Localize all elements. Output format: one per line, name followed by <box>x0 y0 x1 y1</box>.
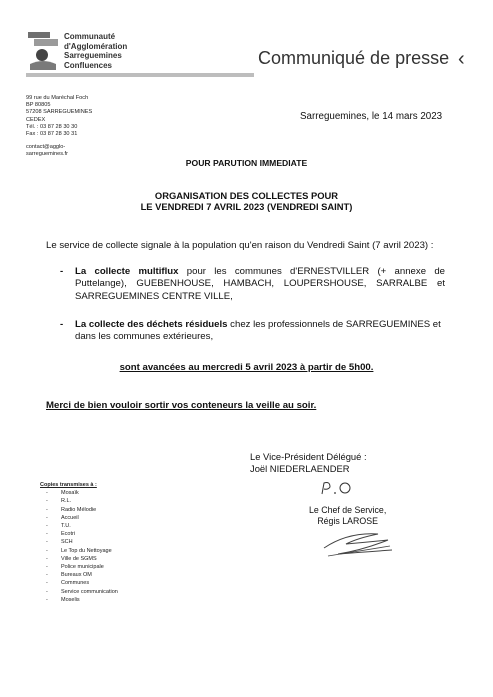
address-bp: BP 80805 <box>26 102 51 109</box>
address-tel: Tél. : 03 87 28 30 30 <box>26 123 78 130</box>
copies-title: Copies transmises à : <box>40 482 97 488</box>
list-item: - SCH <box>46 539 73 546</box>
chief-block <box>309 505 386 527</box>
chevron-left-icon: ‹ <box>458 48 465 70</box>
item-1-bold: La collecte multiflux <box>75 266 179 277</box>
item-1-text: pour les communes d'ERNESTVILLER (+ annexe de Puttelange), GUEBENHOUSE, HAMBACH, LOUPERSHOUSE, SARRALBE et SARREGUEMINES CENTRE VILLE, <box>75 266 445 302</box>
address-email-1: contact@agglo- <box>26 144 66 151</box>
page-title: Communiqué de presse <box>258 48 450 68</box>
headline-line-2: LE VENDREDI 7 AVRIL 2023 (VENDREDI SAINT) <box>140 201 353 212</box>
release-tag: POUR PARUTION IMMEDIATE <box>185 158 308 168</box>
list-item: - Le Top du Nettoyage <box>46 547 112 554</box>
list-item: - Radio Mélodie <box>46 506 97 513</box>
logo-line-3: Sarreguemines <box>64 51 122 60</box>
list-item: - Ecotri <box>46 531 76 538</box>
item-2 <box>75 319 445 344</box>
item-1 <box>75 266 445 303</box>
list-item: - Service communication <box>46 588 118 595</box>
list-item: - R.L. <box>46 498 72 505</box>
address-cedex: CEDEX <box>26 116 46 123</box>
address-street: 99 rue du Maréchal Foch <box>26 95 89 101</box>
address-fax: Fax : 03 87 28 30 31 <box>26 131 78 138</box>
header-bar <box>26 73 254 77</box>
intro-paragraph: Le service de collecte signale à la population qu'en raison du Vendredi Saint (7 avril 2023) : <box>46 240 434 251</box>
logo-line-1: Communauté <box>64 32 116 41</box>
logo-wordmark <box>64 32 127 70</box>
address-email-2: sarreguemines.fr <box>26 151 68 158</box>
item-2-bold: La collecte des déchets résiduels <box>75 319 228 330</box>
list-item: - Communes <box>46 580 90 587</box>
handwritten-initials <box>318 478 358 498</box>
headline-line-1: ORGANISATION DES COLLECTES POUR <box>154 190 339 201</box>
list-item: - Bureaux OM <box>46 572 92 579</box>
chief-name: Régis LAROSE <box>317 516 378 526</box>
logo-mark <box>26 30 60 72</box>
moved-date: sont avancées au mercredi 5 avril 2023 à partir de 5h00. <box>119 362 374 373</box>
signer-block <box>250 451 367 475</box>
bullet-2: - <box>60 319 64 330</box>
bullet-1: - <box>60 266 64 277</box>
logo-line-4: Confluences <box>64 60 113 70</box>
signature-image <box>318 528 398 560</box>
address-block <box>26 95 92 159</box>
chief-role: Le Chef de Service, <box>309 505 387 515</box>
headline <box>0 190 493 212</box>
thanks-line: Merci de bien vouloir sortir vos conteneurs la veille au soir. <box>46 400 317 411</box>
signer-role: Le Vice-Président Délégué : <box>250 451 367 462</box>
address-city: 57208 SARREGUEMINES <box>26 109 93 116</box>
list-item: - Ville de SGMS <box>46 555 97 562</box>
list-item: - Moselis <box>46 596 80 603</box>
list-item: - Accueil <box>46 514 79 521</box>
dateline: Sarreguemines, le 14 mars 2023 <box>300 111 443 122</box>
logo-line-2: d'Agglomération <box>64 41 128 51</box>
list-item: - Police municipale <box>46 564 104 571</box>
item-2-text: chez les professionnels de SARREGUEMINES et dans les communes extérieures, <box>75 319 441 343</box>
copies-list <box>40 481 118 604</box>
list-item: - Mosaïk <box>46 490 79 497</box>
list-item: - T.U. <box>46 523 71 530</box>
signer-name: Joël NIEDERLAENDER <box>250 463 350 474</box>
